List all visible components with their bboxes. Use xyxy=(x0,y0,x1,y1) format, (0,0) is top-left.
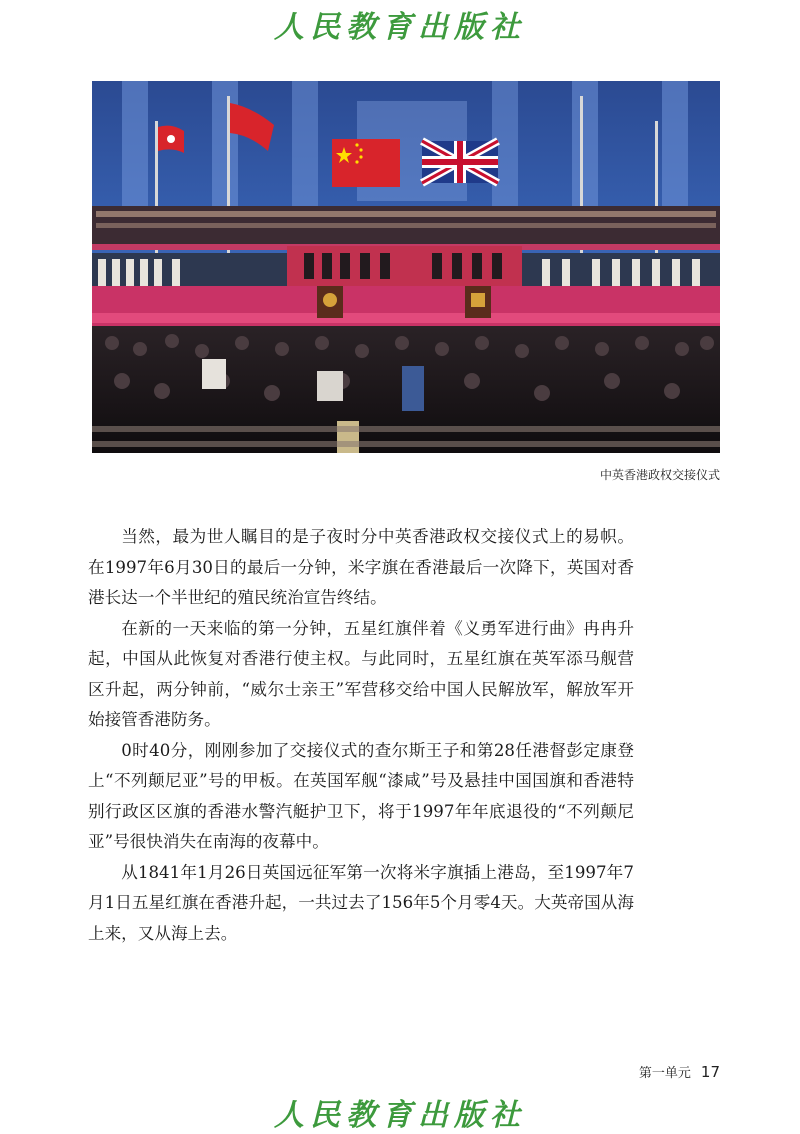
publisher-logo-bottom: 人民教育出版社 xyxy=(274,1098,526,1133)
paragraph: 在新的一天来临的第一分钟，五星红旗伴着《义勇军进行曲》冉冉升起，中国从此恢复对香港行使主权。与此同时，五星红旗在英军添马舰营区升起，两分钟前，“威尔士亲王”军营移交给中国人民解放军，解放军开始接管香港防务。 xyxy=(88,618,634,729)
paragraph: 当然，最为世人瞩目的是子夜时分中英香港政权交接仪式上的易帜。在1997年6月30日的最后一分钟，米字旗在香港最后一次降下，英国对香港长达一个半世纪的殖民统治宣告终结。 xyxy=(88,527,634,607)
page-number: 17 xyxy=(700,1063,720,1081)
page-footer xyxy=(639,1062,720,1081)
paragraph: 从1841年1月26日英国远征军第一次将米字旗插上港岛，至1997年7月1日五星红旗在香港升起，一共过去了156年5个月零4天。大英帝国从海上来，又从海上去。 xyxy=(88,862,634,943)
unit-label: 第一单元 xyxy=(638,1066,691,1081)
photo-caption: 中英香港政权交接仪式 xyxy=(599,468,720,482)
paragraph: 0时40分，刚刚参加了交接仪式的查尔斯王子和第28任港督彭定康登上“不列颠尼亚”号的甲板。在英国军舰“漆咸”号及悬挂中国国旗和香港特别行政区区旗的香港水警汽艇护卫下，将于1997年年底退役的“不列颠尼亚”号很快消失在南海的夜幕中。 xyxy=(88,740,634,851)
publisher-logo-top: 人民教育出版社 xyxy=(274,10,526,45)
body-text xyxy=(88,522,634,949)
handover-ceremony-photo xyxy=(92,81,720,453)
